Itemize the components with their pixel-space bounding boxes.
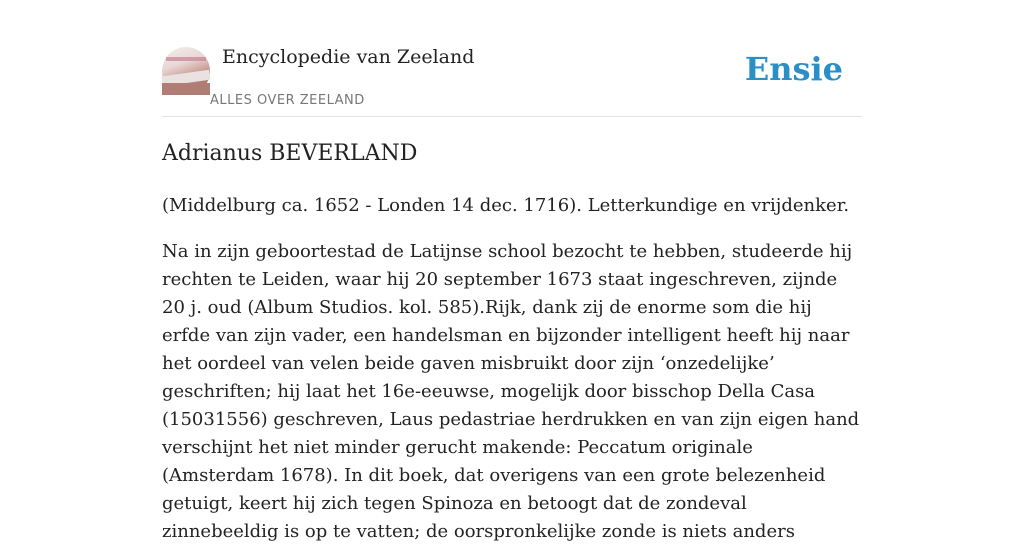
- article: [162, 138, 862, 546]
- site-avatar[interactable]: [162, 47, 210, 95]
- site-subtitle: ALLES OVER ZEELAND: [210, 93, 365, 108]
- article-body: Na in zijn geboortestad de Latijnse school bezocht te hebben, studeerde hij rechten te Leiden, waar hij 20 september 1673 staat ingeschreven, zijnde 20 j. oud (Album Studios. kol. 585).Rijk, dank zij de enorme som die hij erfde van zijn vader, een handelsman en bijzonder intelligent heeft hij naar het oordeel van velen beide gaven misbruikt door zijn ‘onzedelijke’ geschriften; hij laat het 16e-eeuwse, mogelijk door bisschop Della Casa (15031556) geschreven, Laus pedastriae herdrukken en van zijn eigen hand verschijnt het niet minder gerucht makende: Peccatum originale (Amsterdam 1678). In dit boek, dat overigens van een grote belezenheid getuigt, keert hij zich tegen Spinoza en betoogt dat de zondeval zinnebeeldig is op te vatten; de oorspronkelijke zonde is niets anders: [162, 241, 860, 542]
- article-lead: (Middelburg ca. 1652 - Londen 14 dec. 1716). Letterkundige en vrijdenker.: [162, 195, 850, 216]
- article-title: Adrianus BEVERLAND: [162, 141, 418, 166]
- site-title[interactable]: Encyclopedie van Zeeland: [222, 46, 475, 68]
- site-header: [162, 40, 862, 117]
- ensie-logo[interactable]: Ensie: [744, 50, 843, 88]
